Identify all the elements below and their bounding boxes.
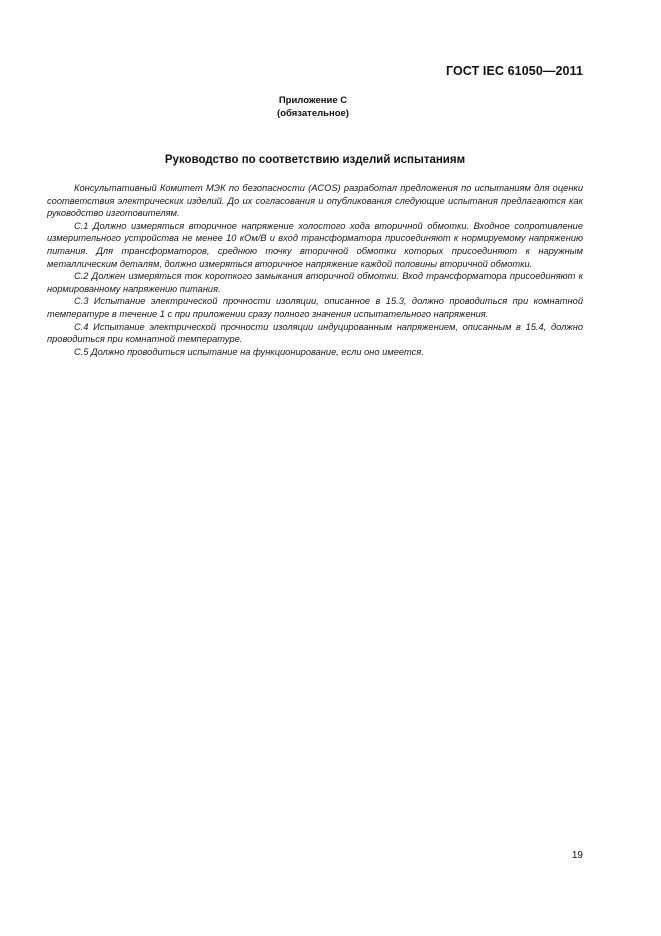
section-title: Руководство по соответствию изделий испытаниям xyxy=(164,154,466,166)
appendix-heading xyxy=(0,94,626,120)
body-text xyxy=(47,182,583,358)
appendix-status: (обязательное) xyxy=(277,108,349,119)
paragraph-c3: С.3 Испытание электрической прочности изоляции, описанное в 15.3, должно проводиться при комнатной температуре в течение 1 с при приложении сразу полного значения испытательного напряжения. xyxy=(47,296,583,319)
paragraph-c4: С.4 Испытание электрической прочности изоляции индуцированным напряжением, описанным в 15.4, должно проводиться при комнатной температуре. xyxy=(47,321,583,345)
appendix-title: Приложение С xyxy=(278,95,348,106)
paragraph-c1: С.1 Должно измеряться вторичное напряжение холостого хода вторичной обмотки. Входное сопротивление измерительного устройства не менее 10 кОм/В и вход трансформатора присоединяют к нормируемому напряжению питания. Для трансформаторов, среднюю точку вторичной обмотки которых присоединяют к наружным металлическим деталям, должно измеряться вторичное напряжение каждой половины вторичной обмотки. xyxy=(47,220,583,269)
paragraph-intro: Консультативный Комитет МЭК по безопасности (ACOS) разработал предложения по испытаниям для оценки соответствия электрических изделий. До их согласования и опубликования следующие испытания предлагаются как руководство изготовителям. xyxy=(47,183,583,219)
paragraph-c2: С.2 Должен измеряться ток короткого замыкания вторичной обмотки. Вход трансформатора присоединяют к нормированному напряжению питания. xyxy=(47,271,583,294)
page-number: 19 xyxy=(571,850,583,861)
standard-code: ГОСТ IEC 61050—2011 xyxy=(445,64,583,78)
paragraph-c5: С.5 Должно проводиться испытание на функционирование, если оно имеется. xyxy=(74,346,424,357)
